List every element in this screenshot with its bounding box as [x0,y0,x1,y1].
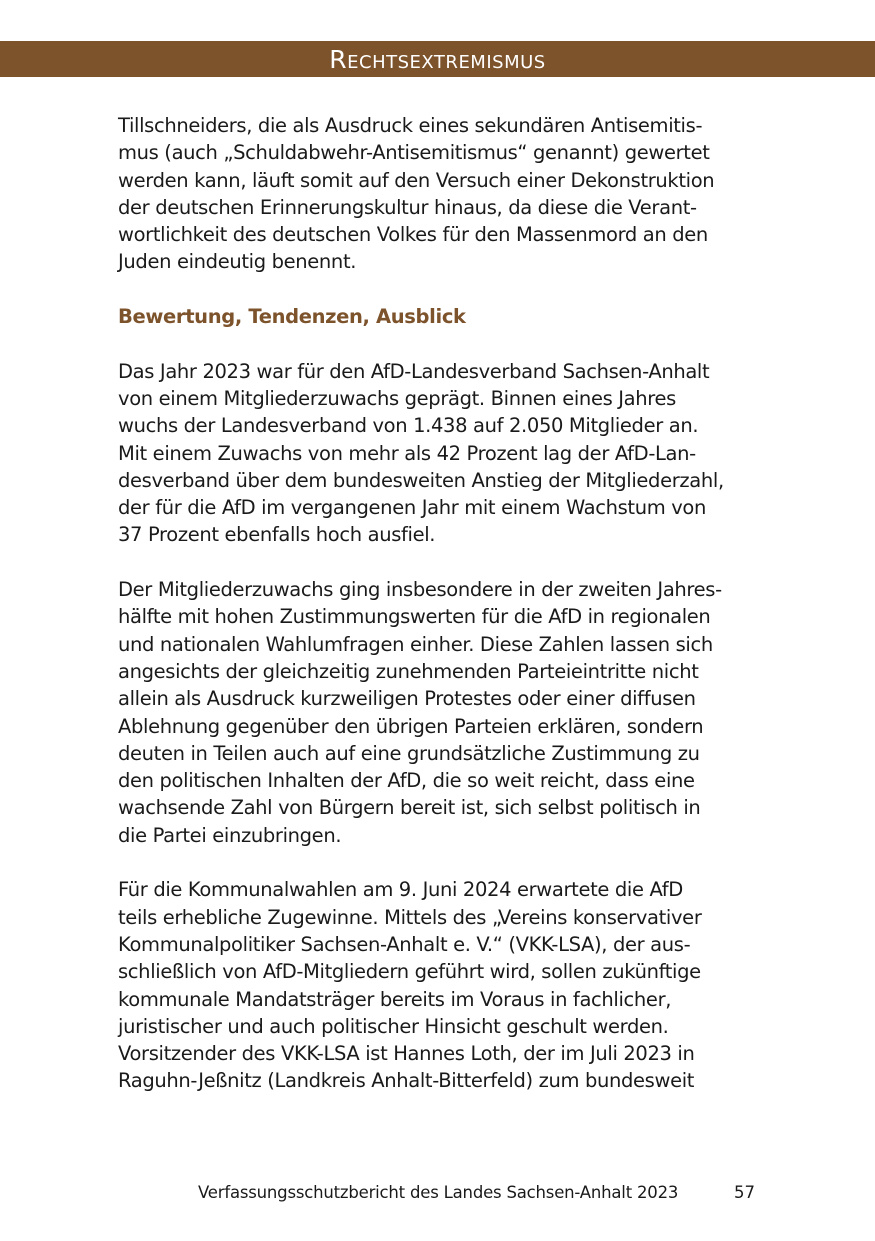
text-line: Tillschneiders, die als Ausdruck eines sekundären Antisemitis- [118,114,703,137]
paragraph-4 [118,876,758,1094]
main-content [118,112,758,1122]
text-line: desverband über dem bundesweiten Anstieg der Mitgliederzahl, [118,468,724,492]
text-line: schließlich von AfD-Mitgliedern geführt wird, sollen zukünftige [118,960,701,984]
text-line: den politischen Inhalten der AfD, die so weit reicht, dass eine [118,769,695,793]
text-line: werden kann, läuft somit auf den Versuch einer Dekonstruktion [118,168,715,192]
text-line: wuchs der Landesverband von 1.438 auf 2.050 Mitglieder an. [118,414,699,438]
text-line: Vorsitzender des VKK-LSA ist Hannes Loth, der im Juli 2023 in [118,1042,695,1066]
text-line: kommunale Mandatsträger bereits im Voraus in fachlicher, [118,987,672,1011]
text-line: teils erhebliche Zugewinne. Mittels des „Vereins konservativer [118,905,702,929]
text-line: Kommunalpolitiker Sachsen-Anhalt e. V.“ (VKK-LSA), der aus- [118,932,691,956]
text-line: Für die Kommunalwahlen am 9. Juni 2024 erwartete die AfD [118,878,683,902]
text-line: angesichts der gleichzeitig zunehmenden Parteieintritte nicht [118,659,699,683]
paragraph-2 [118,358,758,549]
text-line: Das Jahr 2023 war für den AfD-Landesverband Sachsen-Anhalt [118,359,710,383]
page-title: Rechtsextremismus [329,45,546,74]
text-line: wachsende Zahl von Bürgern bereit ist, sich selbst politisch in [118,796,701,820]
text-line: hälfte mit hohen Zustimmungswerten für die AfD in regionalen [118,605,711,629]
text-line: deuten in Teilen auch auf eine grundsätzliche Zustimmung zu [118,741,700,765]
page-number: 57 [734,1183,755,1202]
text-line: wortlichkeit des deutschen Volkes für den Massenmord an den [118,223,708,247]
page-footer [0,1180,875,1208]
text-line: Raguhn-Jeßnitz (Landkreis Anhalt-Bitterfeld) zum bundesweit [118,1069,695,1093]
text-line: Der Mitgliederzuwachs ging insbesondere in der zweiten Jahres- [118,578,722,602]
text-line: die Partei einzubringen. [118,823,342,847]
text-line: juristischer und auch politischer Hinsicht geschult werden. [118,1014,669,1038]
text-line: und nationalen Wahlumfragen einher. Diese Zahlen lassen sich [118,632,713,656]
text-line: Ablehnung gegenüber den übrigen Parteien erklären, sondern [118,714,704,738]
footer-title: Verfassungsschutzbericht des Landes Sachsen-Anhalt 2023 [198,1183,679,1202]
paragraph-3 [118,576,758,849]
text-line: mus (auch „Schuldabwehr-Antisemitismus“ genannt) gewertet [118,141,710,165]
section-heading: Bewertung, Tendenzen, Ausblick [118,305,466,329]
text-line: der deutschen Erinnerungskultur hinaus, da diese die Verant- [118,195,697,219]
text-line: von einem Mitgliederzuwachs geprägt. Binnen eines Jahres [118,386,676,410]
text-line: der für die AfD im vergangenen Jahr mit einem Wachstum von [118,496,706,520]
text-line: Mit einem Zuwachs von mehr als 42 Prozent lag der AfD-Lan- [118,441,696,465]
paragraph-1 [118,112,758,276]
text-line: 37 Prozent ebenfalls hoch ausfiel. [118,523,436,547]
text-line: Juden eindeutig benennt. [118,250,357,274]
text-line: allein als Ausdruck kurzweiligen Protestes oder einer diffusen [118,687,696,711]
